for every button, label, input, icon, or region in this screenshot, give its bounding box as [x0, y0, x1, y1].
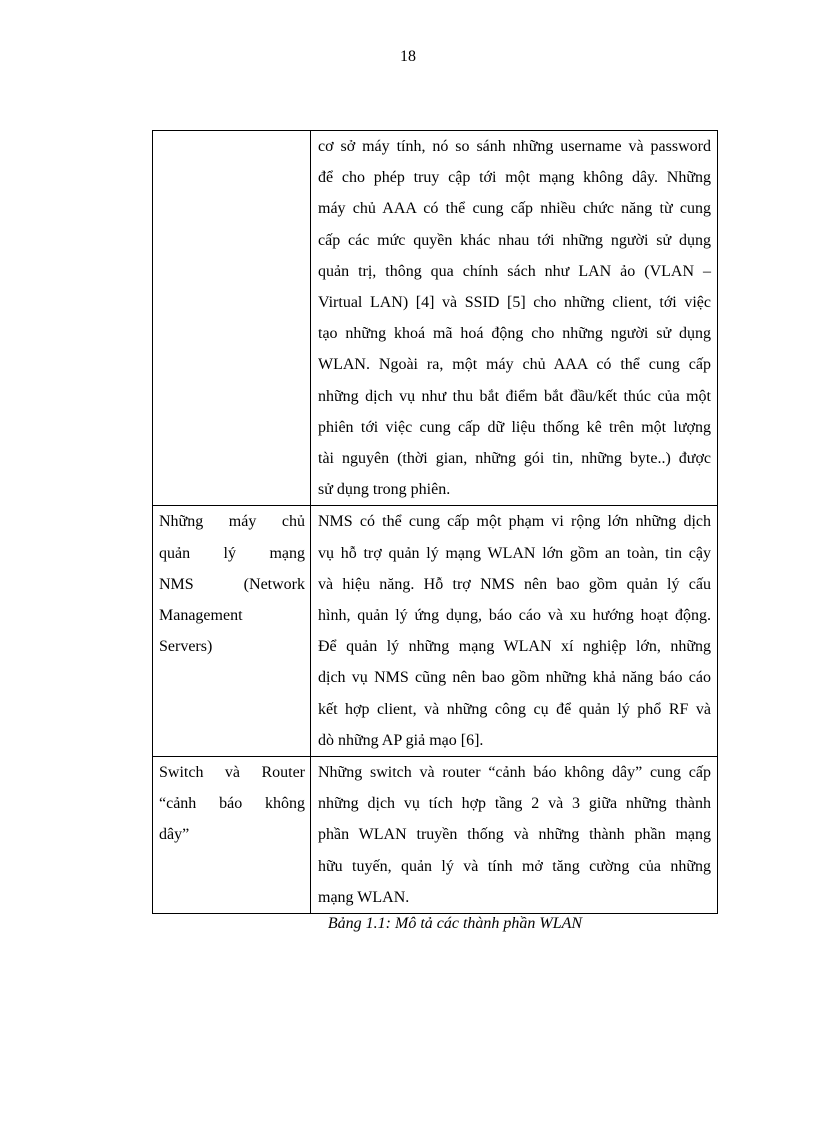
text-line: Management	[159, 607, 243, 625]
component-name-cell	[153, 757, 311, 914]
text-line: kết hợp client, và những công cụ để quản lý phổ RF và	[318, 700, 711, 718]
text-line: Switch và Router	[159, 764, 305, 782]
text-line: dịch vụ NMS cũng nên bao gồm những khả năng báo cáo	[318, 669, 711, 687]
component-name-cell	[153, 506, 311, 757]
page-number: 18	[400, 48, 416, 65]
text-line: NMS (Network	[159, 575, 305, 593]
text-line: “cảnh báo không	[159, 795, 305, 813]
text-line: vụ hỗ trợ quản lý mạng WLAN lớn gồm an toàn, tin cậy	[318, 544, 711, 562]
table-row	[153, 506, 718, 757]
table-row	[153, 757, 718, 914]
text-line: dây”	[159, 826, 190, 844]
table-caption: Bảng 1.1: Mô tả các thành phần WLAN	[327, 915, 583, 932]
component-description-cell	[311, 506, 718, 757]
text-line: để cho phép truy cập tới một mạng không dây. Những	[318, 169, 711, 187]
text-line: Những máy chủ	[159, 513, 305, 531]
text-line: cơ sở máy tính, nó so sánh những username và password	[318, 138, 711, 155]
component-description-cell	[311, 757, 718, 914]
text-line: cấp các mức quyền khác nhau tới những người sử dụng	[318, 231, 711, 249]
text-line: NMS có thể cung cấp một phạm vi rộng lớn những dịch	[318, 513, 711, 531]
text-line: hình, quản lý ứng dụng, báo cáo và xu hướng hoạt động.	[318, 607, 711, 625]
text-line: những dịch vụ như thu bắt điểm bắt đầu/kết thúc của một	[318, 387, 711, 405]
component-name-cell	[153, 131, 311, 506]
text-line: Servers)	[159, 638, 213, 656]
text-line: mạng WLAN.	[318, 888, 410, 906]
wlan-components-table	[152, 130, 718, 914]
text-line: dò những AP giả mạo [6].	[318, 731, 484, 749]
text-line: tạo những khoá mã hoá động cho những người sử dụng	[318, 325, 711, 343]
text-line: sử dụng trong phiên.	[318, 481, 451, 499]
text-line: và hiệu năng. Hỗ trợ NMS nên bao gồm quản lý cấu	[318, 575, 711, 593]
text-line: quản trị, thông qua chính sách như LAN ảo (VLAN –	[318, 262, 711, 280]
text-line: Virtual LAN) [4] và SSID [5] cho những client, tới việc	[318, 294, 711, 312]
text-line: máy chủ AAA có thể cung cấp nhiều chức năng từ cung	[318, 200, 711, 218]
text-line: quản lý mạng	[159, 544, 305, 562]
text-line: tài nguyên (thời gian, những gói tin, những byte..) được	[318, 450, 711, 468]
text-line: WLAN. Ngoài ra, một máy chủ AAA có thể cung cấp	[318, 356, 711, 374]
text-line: Để quản lý những mạng WLAN xí nghiệp lớn, những	[318, 638, 711, 656]
text-line: Những switch và router “cảnh báo không dây” cung cấp	[318, 764, 711, 782]
text-line: phần WLAN truyền thống và những thành phần mạng	[318, 826, 711, 844]
component-description-cell	[311, 131, 718, 506]
text-line: những dịch vụ tích hợp tầng 2 và 3 giữa những thành	[318, 795, 711, 813]
text-line: phiên tới việc cung cấp dữ liệu thống kê trên một lượng	[318, 418, 711, 436]
text-line: hữu tuyến, quản lý và tính mở tăng cường của những	[318, 857, 711, 875]
table-row	[153, 131, 718, 506]
